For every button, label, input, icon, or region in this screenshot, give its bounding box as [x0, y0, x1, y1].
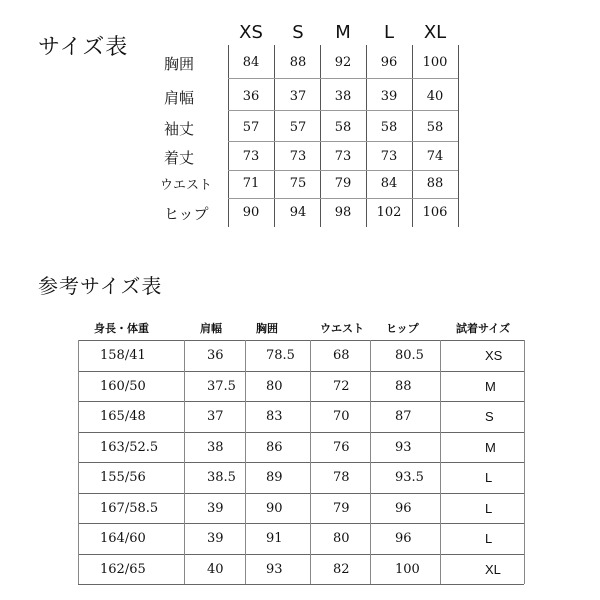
reference-value: 39: [207, 531, 224, 546]
grid-hline: [228, 198, 458, 199]
measurement-value: 94: [289, 205, 307, 220]
measurement-value: 37: [289, 89, 307, 104]
measurement-label: 胸囲: [164, 55, 195, 73]
grid-vline: [366, 45, 367, 227]
reference-value: 83: [266, 409, 283, 424]
grid-hline: [228, 170, 458, 171]
grid-vline: [370, 340, 371, 584]
reference-value: 89: [266, 470, 283, 485]
reference-value: 93: [266, 562, 283, 577]
reference-value: 165/48: [100, 409, 146, 424]
measurement-value: 38: [334, 89, 352, 104]
grid-hline: [78, 493, 524, 494]
reference-value: 76: [333, 440, 350, 455]
reference-value: 68: [333, 348, 350, 363]
grid-hline: [78, 462, 524, 463]
reference-value: 78: [333, 470, 350, 485]
reference-value: 86: [266, 440, 283, 455]
column-header: ヒップ: [386, 322, 419, 335]
measurement-value: 92: [334, 55, 352, 70]
tried-size-value: XL: [485, 562, 501, 577]
grid-vline: [245, 340, 246, 584]
grid-vline: [78, 340, 79, 584]
measurement-value: 100: [422, 55, 448, 70]
grid-vline: [310, 340, 311, 584]
tried-size-value: XS: [485, 348, 503, 363]
measurement-label: 袖丈: [164, 120, 195, 138]
column-header: 試着サイズ: [456, 322, 511, 335]
measurement-value: 36: [242, 89, 260, 104]
measurement-value: 73: [242, 149, 260, 164]
reference-value: 36: [207, 348, 224, 363]
measurement-value: 57: [289, 120, 307, 135]
reference-value: 155/56: [100, 470, 146, 485]
tried-size-value: L: [485, 531, 493, 546]
reference-value: 93: [395, 440, 412, 455]
size-header: S: [292, 22, 304, 43]
grid-hline: [78, 523, 524, 524]
measurement-value: 58: [426, 120, 444, 135]
grid-hline: [228, 110, 458, 111]
measurement-label: 肩幅: [164, 89, 195, 107]
reference-value: 80.5: [395, 348, 424, 363]
grid-hline: [78, 584, 524, 585]
tried-size-value: L: [485, 470, 493, 485]
reference-value: 90: [266, 501, 283, 516]
measurement-value: 106: [422, 205, 448, 220]
grid-vline: [320, 45, 321, 227]
column-header: 身長・体重: [94, 322, 149, 335]
reference-value: 100: [395, 562, 420, 577]
size-header: XS: [239, 22, 263, 43]
measurement-label: ウエスト: [160, 178, 213, 193]
reference-value: 38: [207, 440, 224, 455]
reference-value: 70: [333, 409, 350, 424]
grid-vline: [274, 45, 275, 227]
reference-value: 160/50: [100, 379, 146, 394]
reference-value: 40: [207, 562, 224, 577]
reference-value: 96: [395, 501, 412, 516]
size-header: L: [383, 22, 395, 43]
measurement-value: 73: [289, 149, 307, 164]
reference-value: 164/60: [100, 531, 146, 546]
tried-size-value: S: [485, 409, 494, 424]
measurement-value: 84: [242, 55, 260, 70]
measurement-value: 39: [380, 89, 398, 104]
reference-value: 72: [333, 379, 350, 394]
measurement-value: 98: [334, 205, 352, 220]
reference-value: 162/65: [100, 562, 146, 577]
measurement-value: 79: [334, 176, 352, 191]
reference-value: 87: [395, 409, 412, 424]
grid-vline: [440, 340, 441, 584]
grid-vline: [412, 45, 413, 227]
tried-size-value: M: [485, 379, 496, 394]
reference-value: 167/58.5: [100, 501, 159, 516]
measurement-label: 着丈: [164, 149, 195, 167]
reference-value: 38.5: [207, 470, 236, 485]
measurement-value: 96: [380, 55, 398, 70]
reference-value: 78.5: [266, 348, 295, 363]
reference-value: 158/41: [100, 348, 146, 363]
measurement-value: 73: [334, 149, 352, 164]
grid-vline: [184, 340, 185, 584]
measurement-value: 88: [289, 55, 307, 70]
grid-hline: [78, 401, 524, 402]
reference-value: 79: [333, 501, 350, 516]
measurement-value: 40: [426, 89, 444, 104]
reference-value: 80: [333, 531, 350, 546]
column-header: 肩幅: [200, 322, 222, 335]
reference-value: 88: [395, 379, 412, 394]
tried-size-value: M: [485, 440, 496, 455]
grid-hline: [78, 554, 524, 555]
grid-vline: [458, 45, 459, 227]
grid-hline: [78, 371, 524, 372]
reference-value: 96: [395, 531, 412, 546]
reference-value: 82: [333, 562, 350, 577]
reference-value: 91: [266, 531, 283, 546]
column-header: ウエスト: [320, 322, 364, 335]
reference-value: 37: [207, 409, 224, 424]
size-table-title: サイズ表: [38, 35, 129, 60]
column-header: 胸囲: [256, 322, 278, 335]
tried-size-value: L: [485, 501, 493, 516]
reference-size-table-title: 参考サイズ表: [38, 274, 163, 298]
measurement-value: 88: [426, 176, 444, 191]
measurement-value: 73: [380, 149, 398, 164]
reference-value: 163/52.5: [100, 440, 159, 455]
measurement-value: 57: [242, 120, 260, 135]
measurement-value: 75: [289, 176, 307, 191]
grid-hline: [78, 432, 524, 433]
grid-hline: [228, 141, 458, 142]
measurement-value: 74: [426, 149, 444, 164]
measurement-value: 102: [376, 205, 402, 220]
grid-vline: [228, 45, 229, 227]
measurement-value: 58: [380, 120, 398, 135]
size-header: XL: [423, 22, 447, 43]
measurement-label: ヒップ: [164, 205, 209, 223]
measurement-value: 90: [242, 205, 260, 220]
grid-hline: [228, 78, 458, 79]
reference-value: 37.5: [207, 379, 236, 394]
reference-value: 39: [207, 501, 224, 516]
size-header: M: [335, 22, 351, 43]
reference-value: 93.5: [395, 470, 424, 485]
measurement-value: 58: [334, 120, 352, 135]
grid-vline: [524, 340, 525, 584]
measurement-value: 71: [242, 176, 260, 191]
grid-hline: [78, 340, 524, 341]
reference-value: 80: [266, 379, 283, 394]
measurement-value: 84: [380, 176, 398, 191]
